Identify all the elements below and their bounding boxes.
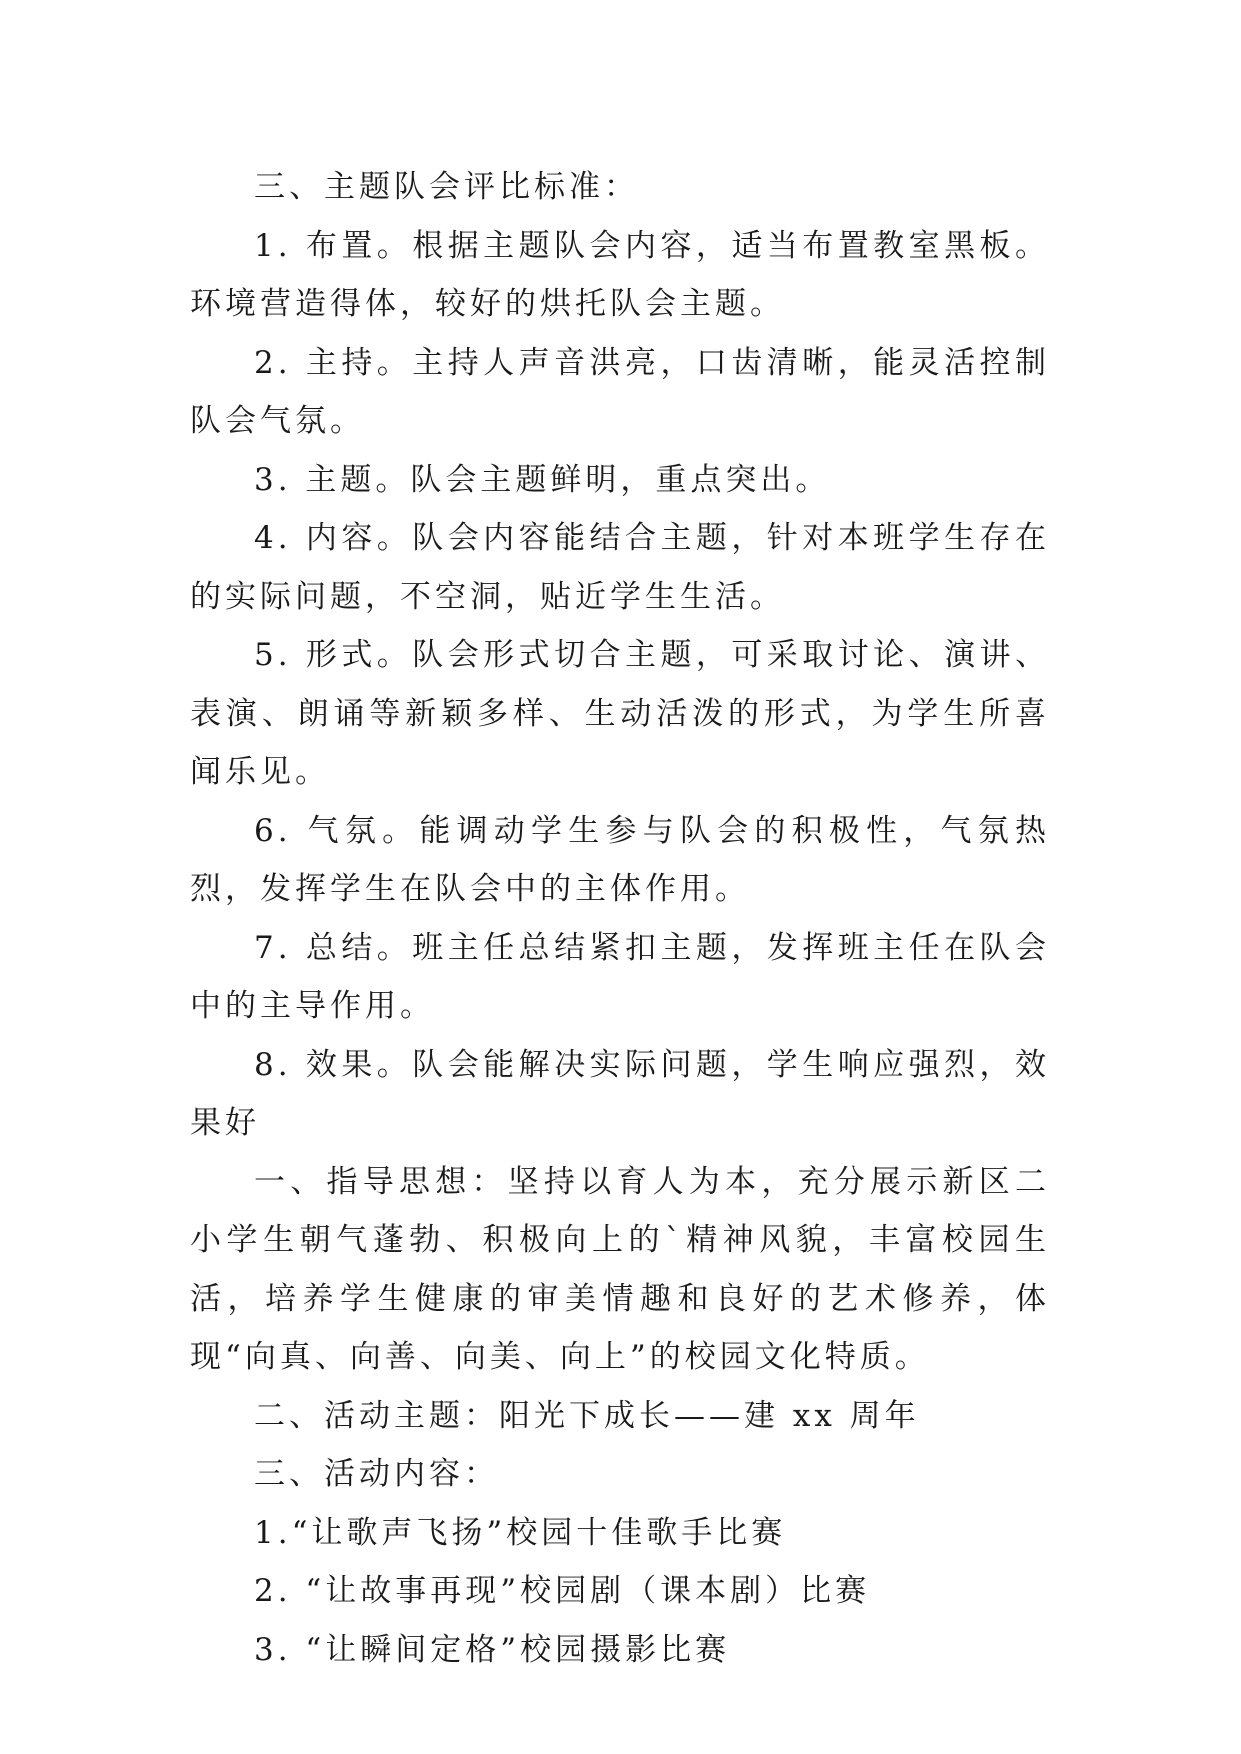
section-guiding-ideology: 一、指导思想：坚持以育人为本，充分展示新区二小学生朝气蓬勃、积极向上的`精神风貌，丰富校园生活，培养学生健康的审美情趣和良好的艺术修养，体现“向真、向善、向美、向上”的校园文化特质。 <box>190 1163 1050 1375</box>
criterion-atmosphere: 6. 气氛。能调动学生参与队会的积极性，气氛热烈，发挥学生在队会中的主体作用。 <box>190 812 1050 907</box>
criterion-effect: 8. 效果。队会能解决实际问题，学生响应强烈，效果好 <box>190 1046 1050 1141</box>
criterion-theme: 3. 主题。队会主题鲜明，重点突出。 <box>254 461 831 498</box>
activity-item-drama: 2. “让故事再现”校园剧（课本剧）比赛 <box>254 1573 871 1609</box>
activity-item-singing: 1.“让歌声飞扬”校园十佳歌手比赛 <box>254 1514 787 1551</box>
criterion-content: 4. 内容。队会内容能结合主题，针对本班学生存在的实际问题，不空洞，贴近学生生活。 <box>190 520 1050 615</box>
activity-item-photography: 3. “让瞬间定格”校园摄影比赛 <box>254 1631 731 1668</box>
criterion-host: 2. 主持。主持人声音洪亮，口齿清晰，能灵活控制队会气氛。 <box>190 344 1050 439</box>
section-activity-theme: 二、活动主题：阳光下成长——建 xx 周年 <box>254 1397 920 1434</box>
section-heading-activity-content: 三、活动内容： <box>254 1456 499 1492</box>
section-heading-evaluation-criteria: 三、主题队会评比标准： <box>254 169 639 205</box>
document-body <box>190 158 1050 1679</box>
criterion-form: 5. 形式。队会形式切合主题，可采取讨论、演讲、表演、朗诵等新颖多样、生动活泼的形式，为学生所喜闻乐见。 <box>190 637 1050 790</box>
criterion-summary: 7. 总结。班主任总结紧扣主题，发挥班主任在队会中的主导作用。 <box>190 929 1050 1024</box>
criterion-layout: 1. 布置。根据主题队会内容，适当布置教室黑板。环境营造得体，较好的烘托队会主题。 <box>190 227 1050 322</box>
